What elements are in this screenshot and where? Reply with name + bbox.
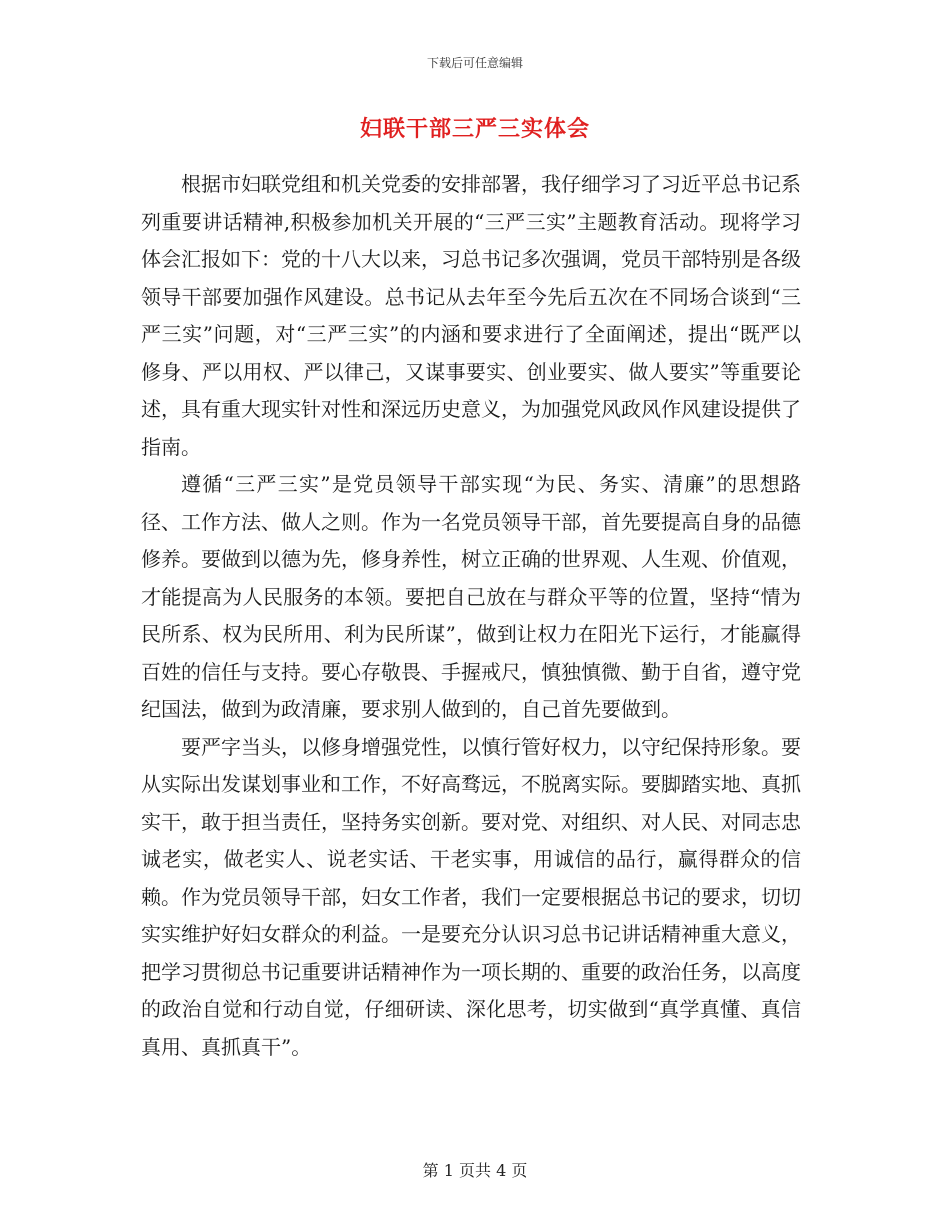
document-title: 妇联干部三严三实体会: [359, 116, 590, 142]
document-body: [141, 166, 801, 1066]
body-paragraph-1: 根据市妇联党组和机关党委的安排部署，我仔细学习了习近平总书记系列重要讲话精神,积极参加机关开展的“三严三实”主题教育活动。现将学习体会汇报如下：党的十八大以来，习总书记多次强调，党员干部特别是各级领导干部要加强作风建设。总书记从去年至今先后五次在不同场合谈到“三严三实”问题，对“三严三实”的内涵和要求进行了全面阐述，提出“既严以修身、严以用权、严以律己，又谋事要实、创业要实、做人要实”等重要论述，具有重大现实针对性和深远历史意义，为加强党风政风作风建设提供了指南。: [141, 172, 801, 459]
page-number: 第 1 页共 4 页: [422, 1161, 528, 1180]
body-paragraph-2: 遵循“三严三实”是党员领导干部实现“为民、务实、清廉”的思想路径、工作方法、做人之则。作为一名党员领导干部，首先要提高自身的品德修养。要做到以德为先，修身养性，树立正确的世界观、人生观、价值观，才能提高为人民服务的本领。要把自己放在与群众平等的位置，坚持“情为民所系、权为民所用、利为民所谋”，做到让权力在阳光下运行，才能赢得百姓的信任与支持。要心存敬畏、手握戒尺，慎独慎微、勤于自省，遵守党纪国法，做到为政清廉，要求别人做到的，自己首先要做到。: [141, 472, 801, 721]
body-paragraph-3: 要严字当头，以修身增强党性，以慎行管好权力，以守纪保持形象。要从实际出发谋划事业和工作，不好高骛远，不脱离实际。要脚踏实地、真抓实干，敢于担当责任，坚持务实创新。要对党、对组织、对人民、对同志忠诚老实，做老实人、说老实话、干老实事，用诚信的品行，赢得群众的信赖。作为党员领导干部，妇女工作者，我们一定要根据总书记的要求，切切实实维护好妇女群众的利益。一是要充分认识习总书记讲话精神重大意义，把学习贯彻总书记重要讲话精神作为一项长期的、重要的政治任务，以高度的政治自觉和行动自觉，仔细研读、深化思考，切实做到“真学真懂、真信真用、真抓真干”。: [141, 734, 801, 1059]
page-header-note: 下载后可任意编辑: [426, 56, 523, 70]
